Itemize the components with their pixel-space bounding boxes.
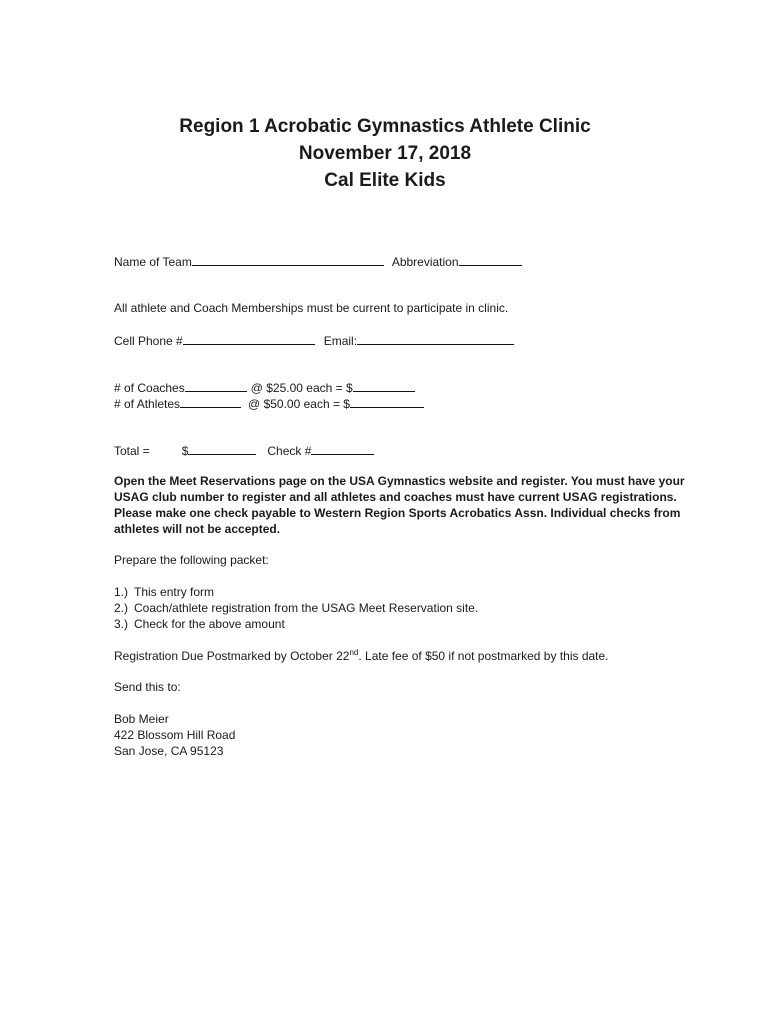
total-label: Total = — [114, 444, 150, 458]
athletes-row — [114, 396, 424, 412]
abbreviation-field[interactable] — [459, 254, 522, 266]
coaches-label: # of Coaches — [114, 381, 185, 395]
athletes-label: # of Athletes — [114, 397, 181, 411]
instructions-line: Please make one check payable to Western Region Sports Acrobatics Assn. Individual checks from — [114, 506, 681, 520]
instructions-line: USAG club number to register and all athletes and coaches must have current USAG registrations. — [114, 490, 677, 504]
email-label: Email: — [323, 334, 358, 348]
packet-item-number: 2.) — [114, 601, 129, 615]
team-name-field[interactable] — [192, 254, 384, 266]
cell-phone-label: Cell Phone # — [114, 334, 183, 348]
packet-item-text: Check for the above amount — [134, 617, 285, 631]
membership-notice: All athlete and Coach Memberships must be current to participate in clinic. — [114, 301, 509, 315]
athletes-rate: @ $50.00 each = $ — [248, 397, 350, 411]
deadline-ordinal: nd — [349, 648, 359, 657]
packet-item — [114, 617, 285, 632]
deadline-late-fee: . Late fee of $50 if not postmarked by this date. — [358, 649, 609, 663]
total-amount-field[interactable] — [188, 443, 256, 455]
athletes-count-field[interactable] — [180, 396, 241, 408]
instructions-line: Open the Meet Reservations page on the USA Gymnastics website and register. You must have your — [114, 474, 685, 488]
team-row — [114, 254, 522, 270]
document-title — [0, 113, 770, 194]
athletes-amount-field[interactable] — [350, 396, 424, 408]
title-line-date: November 17, 2018 — [298, 143, 472, 164]
packet-item-text: This entry form — [134, 585, 215, 599]
cell-phone-field[interactable] — [183, 333, 315, 345]
coaches-amount-field[interactable] — [353, 380, 415, 392]
coaches-row — [114, 380, 415, 396]
packet-item — [114, 585, 214, 600]
check-label: Check # — [267, 444, 312, 458]
total-currency: $ — [181, 444, 189, 458]
team-label: Name of Team — [114, 255, 192, 269]
registration-deadline — [114, 649, 609, 664]
packet-item-number: 1.) — [114, 585, 129, 599]
deadline-prefix: Registration Due Postmarked by October 22 — [114, 649, 350, 663]
abbreviation-label: Abbreviation — [391, 255, 459, 269]
coaches-rate: @ $25.00 each = $ — [250, 381, 353, 395]
total-row — [114, 443, 374, 459]
check-number-field[interactable] — [311, 443, 374, 455]
title-line-clinic: Region 1 Acrobatic Gymnastics Athlete Clinic — [179, 116, 591, 137]
packet-item-number: 3.) — [114, 617, 129, 631]
mailing-name: Bob Meier — [114, 712, 169, 726]
mailing-heading: Send this to: — [114, 680, 181, 694]
mailing-street: 422 Blossom Hill Road — [114, 728, 236, 742]
coaches-count-field[interactable] — [185, 380, 247, 392]
contact-row — [114, 333, 514, 349]
packet-item-text: Coach/athlete registration from the USAG Meet Reservation site. — [134, 601, 479, 615]
instructions-line: athletes will not be accepted. — [114, 522, 281, 536]
registration-instructions — [114, 473, 685, 537]
packet-item — [114, 601, 478, 616]
mailing-city: San Jose, CA 95123 — [114, 744, 224, 758]
title-line-host: Cal Elite Kids — [324, 170, 446, 191]
email-field[interactable] — [357, 333, 514, 345]
packet-heading: Prepare the following packet: — [114, 553, 269, 567]
